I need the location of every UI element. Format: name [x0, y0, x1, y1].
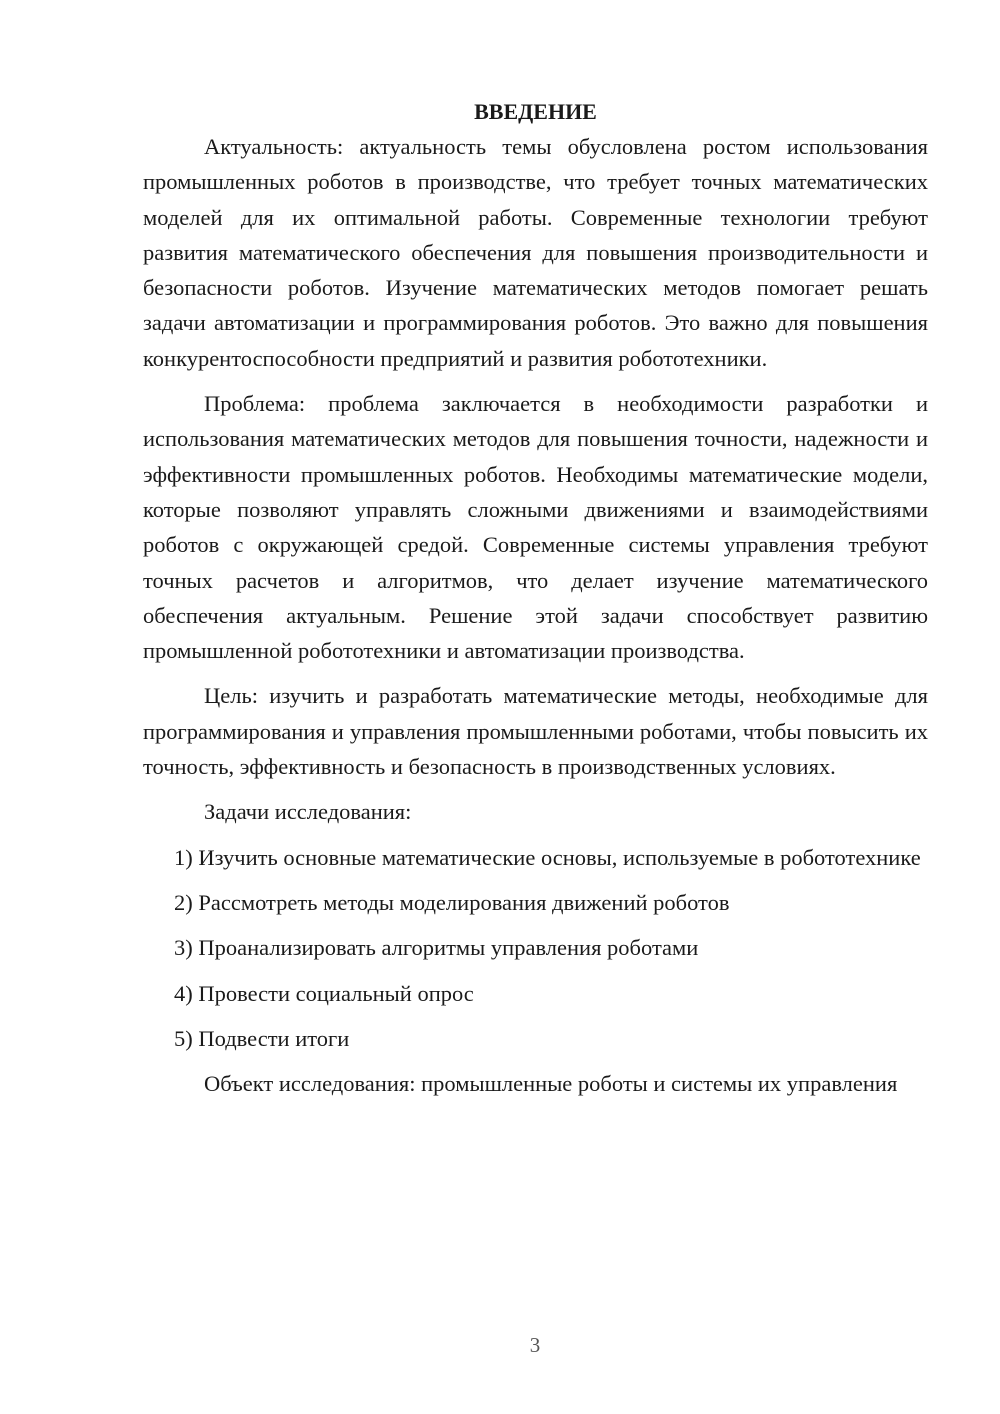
task-item-4: 4) Провести социальный опрос: [174, 980, 474, 1006]
object-paragraph: Объект исследования: промышленные роботы и системы их управления: [204, 1071, 898, 1097]
task-item-1: 1) Изучить основные математические основы, используемые в робототехнике: [174, 844, 921, 870]
section-heading: ВВЕДЕНИЕ: [474, 99, 597, 124]
task-item-3: 3) Проанализировать алгоритмы управления роботами: [174, 935, 699, 961]
task-item-2: 2) Рассмотреть методы моделирования движений роботов: [174, 889, 730, 915]
page-number: 3: [529, 1333, 541, 1357]
problem-paragraph: Проблема: проблема заключается в необходимости разработки и использования математических методов для повышения точности, надежности и эффективности промышленных роботов. Необходимы математические модели, которые позволяют управлять сложными движениями и взаимодействиями роботов с окружающей средой. Современные системы управления требуют точных расчетов и алгоритмов, что делает изучение математического обеспечения актуальным. Решение этой задачи способствует развитию промышленной робототехники и автоматизации производства.: [143, 391, 928, 664]
goal-paragraph: Цель: изучить и разработать математические методы, необходимые для программирования и управления промышленными роботами, чтобы повысить их точность, эффективность и безопасность в производственных условиях.: [143, 683, 928, 780]
task-item-5: 5) Подвести итоги: [174, 1025, 350, 1051]
tasks-heading: Задачи исследования:: [204, 799, 412, 825]
relevance-paragraph: Актуальность: актуальность темы обусловлена ростом использования промышленных роботов в производстве, что требует точных математических моделей для их оптимальной работы. Современные технологии требуют развития математического обеспечения для повышения производительности и безопасности роботов. Изучение математических методов помогает решать задачи автоматизации и программирования роботов. Это важно для повышения конкурентоспособности предприятий и развития робототехники.: [143, 134, 928, 371]
document-page: [143, 94, 928, 1101]
